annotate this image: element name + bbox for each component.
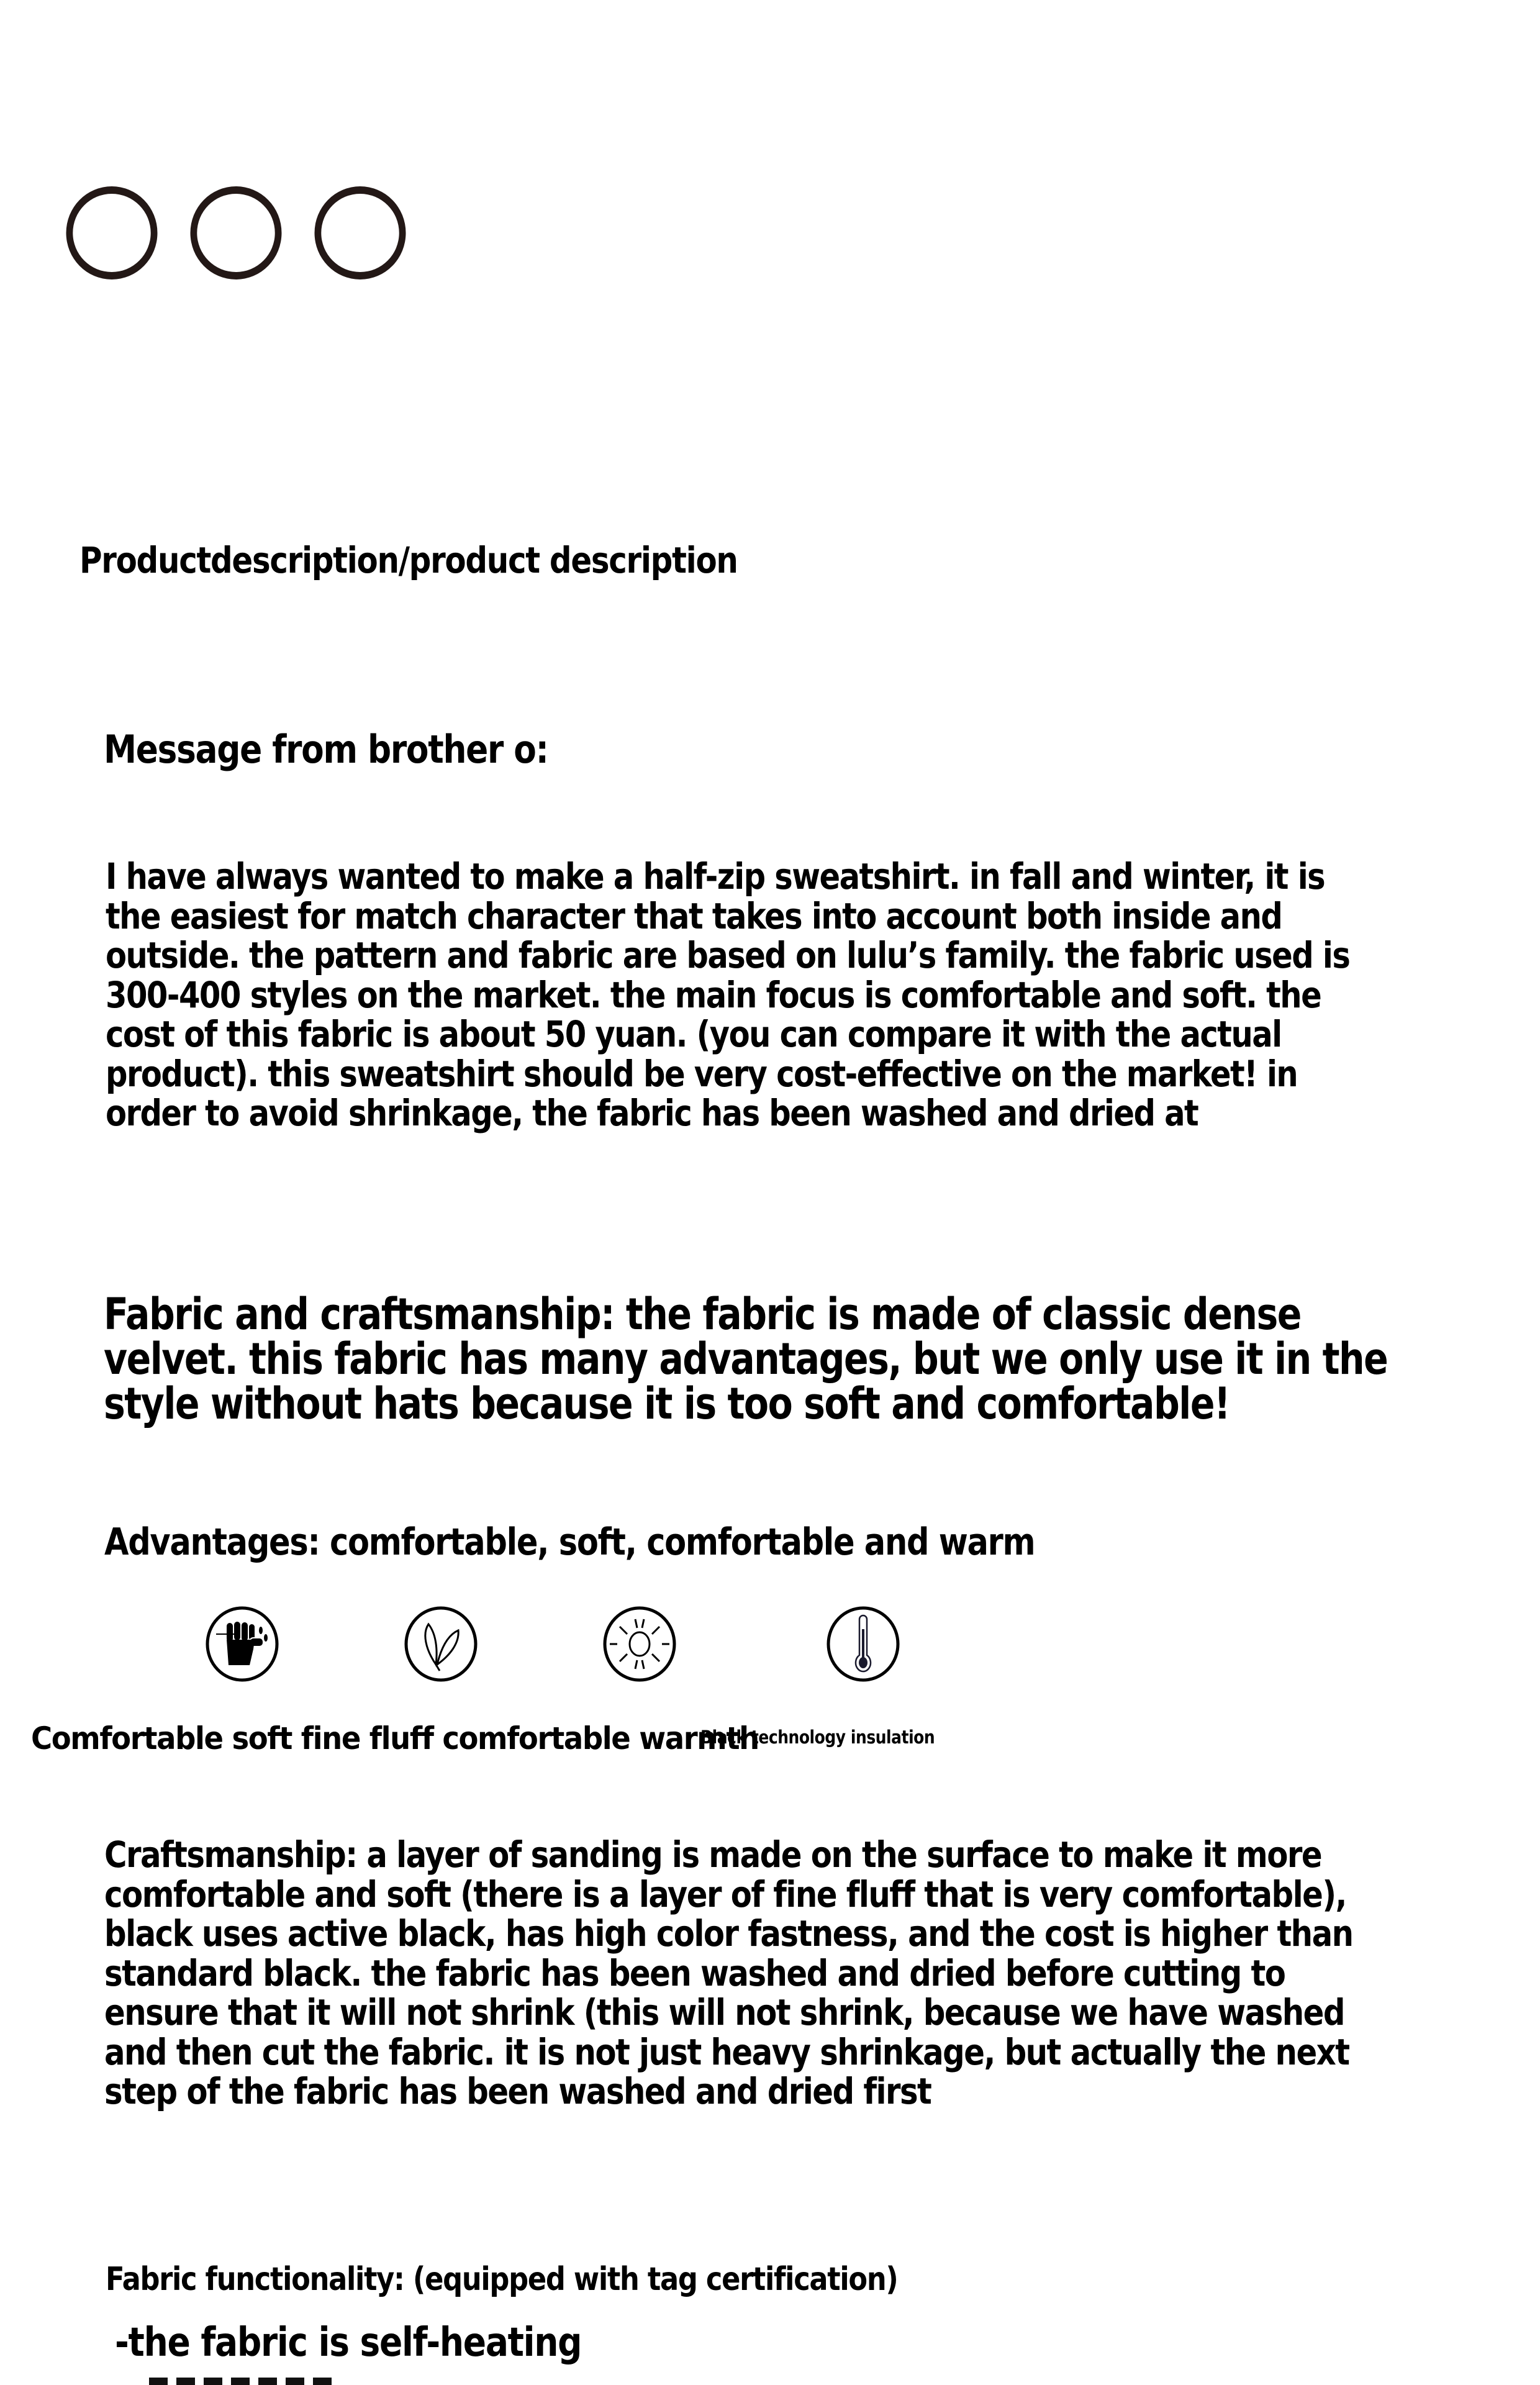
feature-icons — [205, 1606, 919, 1686]
feather-leaf-icon — [404, 1606, 478, 1680]
craftsmanship-line: and then cut the fabric. it is not just heavy shrinkage, but actually the next — [104, 2030, 1349, 2073]
craftsmanship-line: standard black. the fabric has been washed and dried before cutting to — [104, 1951, 1285, 1994]
craftsmanship-line: ensure that it will not shrink (this will not shrink, because we have washed — [104, 1991, 1344, 2033]
logo-letter-o — [66, 186, 158, 279]
message-line: cost of this fabric is about 50 yuan. (you can compare it with the actual — [106, 1013, 1282, 1055]
message-line: the easiest for match character that takes into account both inside and — [106, 894, 1282, 937]
message-line: I have always wanted to make a half-zip sweatshirt. in fall and winter, it is — [106, 855, 1325, 897]
cropped-text-line — [149, 2378, 354, 2385]
logo-letter-o — [191, 186, 282, 279]
thermometer-icon — [826, 1606, 900, 1680]
craftsmanship-line: step of the fabric has been washed and dried first — [104, 2070, 931, 2112]
fabric-line: velvet. this fabric has many advantages, but we only use it in the — [104, 1333, 1388, 1384]
craftsmanship-paragraph — [104, 1835, 1352, 2112]
page-title: Productdescription/product description — [79, 539, 738, 581]
fabric-paragraph — [104, 1289, 1388, 1429]
message-line: order to avoid shrinkage, the fabric has been washed and dried at — [106, 1092, 1198, 1134]
message-paragraph — [106, 857, 1349, 1133]
sun-icon — [602, 1606, 677, 1680]
message-line: outside. the pattern and fabric are based on lulu’s family. the fabric used is — [106, 934, 1350, 976]
message-line: 300-400 styles on the market. the main focus is comfortable and soft. the — [106, 973, 1321, 1016]
functionality-heading: Fabric functionality: (equipped with tag certification) — [106, 2261, 898, 2298]
advantages-heading: Advantages: comfortable, soft, comfortable and warm — [104, 1520, 1035, 1564]
craftsmanship-line: black uses active black, has high color fastness, and the cost is higher than — [104, 1912, 1353, 1955]
craftsmanship-line: comfortable and soft (there is a layer of fine fluff that is very comfortable), — [104, 1873, 1346, 1915]
logo-letter-o — [315, 186, 406, 279]
functionality-bullet: -the fabric is self-heating — [115, 2320, 582, 2366]
insulation-caption: Black technology insulation — [700, 1727, 935, 1748]
message-line: product). this sweatshirt should be very cost-effective on the market! in — [106, 1052, 1298, 1095]
features-caption: Comfortable soft fine fluff comfortable warmth — [31, 1720, 759, 1756]
fabric-line: Fabric and craftsmanship: the fabric is made of classic dense — [104, 1289, 1301, 1340]
craftsmanship-line: Craftsmanship: a layer of sanding is made on the surface to make it more — [104, 1833, 1322, 1876]
fist-icon — [205, 1606, 279, 1680]
brand-logo — [65, 186, 407, 279]
fabric-line: style without hats because it is too soft and comfortable! — [104, 1378, 1230, 1429]
message-heading: Message from brother o: — [104, 727, 548, 772]
